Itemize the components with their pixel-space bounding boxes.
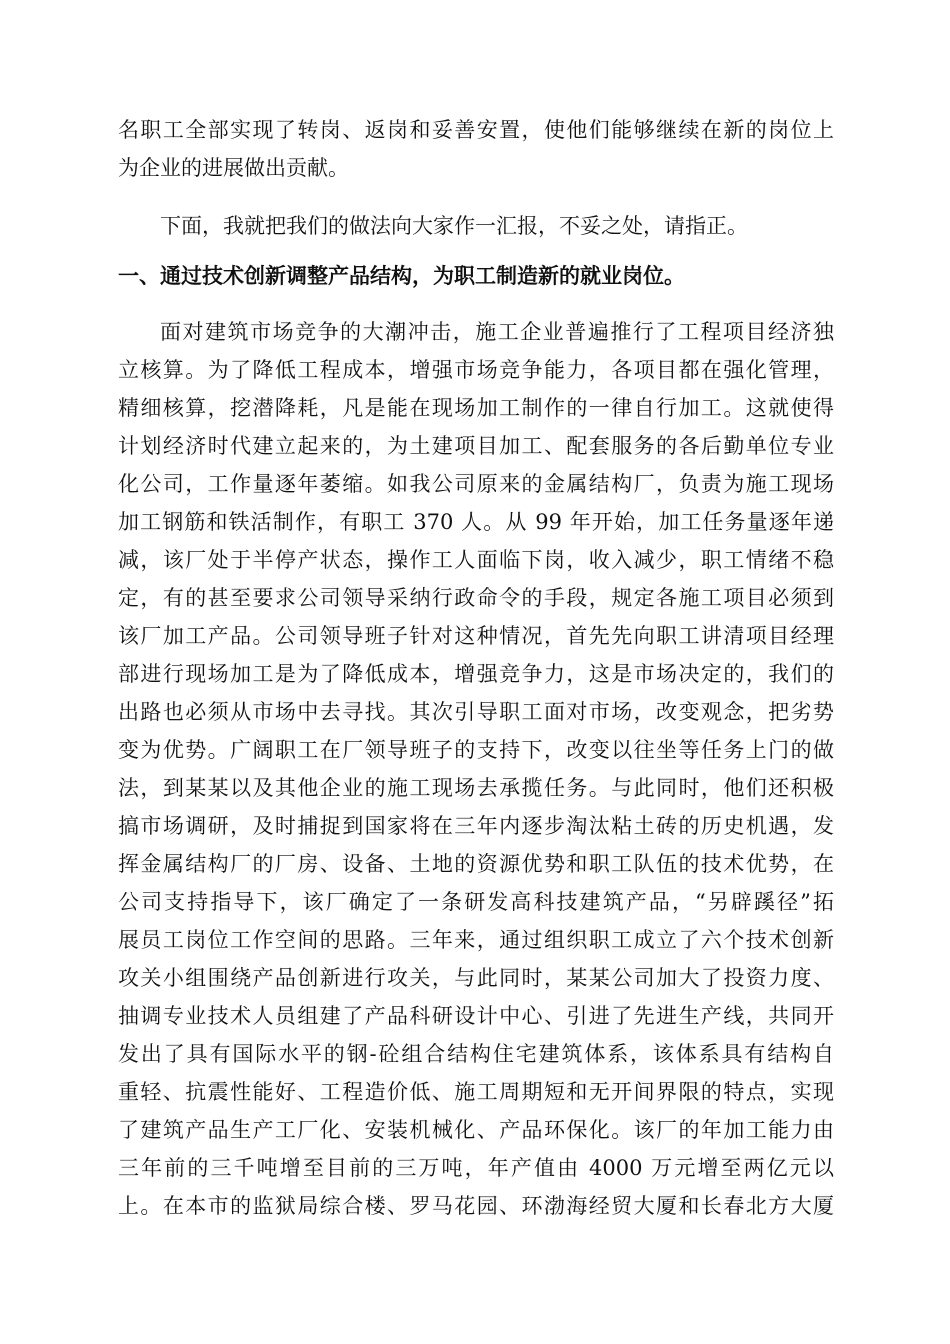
transition-paragraph: 下面，我就把我们的做法向大家作一汇报，不妥之处，请指正。	[160, 214, 748, 238]
body-line: 搞市场调研，及时捕捉到国家将在三年内逐步淘汰粘土砖的历史机遇，发	[118, 814, 834, 838]
intro-line: 为企业的进展做出贡献。	[118, 156, 349, 180]
body-line: 定，有的甚至要求公司领导采纳行政命令的手段，规定各施工项目必须到	[118, 586, 834, 610]
body-line: 发出了具有国际水平的钢-砼组合结构住宅建筑体系，该体系具有结构自	[118, 1042, 834, 1066]
body-line: 了建筑产品生产工厂化、安装机械化、产品环保化。该厂的年加工能力由	[118, 1118, 834, 1142]
section-heading: 一、通过技术创新调整产品结构，为职工制造新的就业岗位。	[118, 264, 685, 288]
body-line: 精细核算，挖潜降耗，凡是能在现场加工制作的一律自行加工。这就使得	[118, 396, 834, 420]
body-line: 该厂加工产品。公司领导班子针对这种情况，首先先向职工讲清项目经理	[118, 624, 834, 648]
body-line: 出路也必须从市场中去寻找。其次引导职工面对市场，改变观念，把劣势	[118, 700, 834, 724]
body-line: 化公司，工作量逐年萎缩。如我公司原来的金属结构厂，负责为施工现场	[118, 472, 834, 496]
body-line: 挥金属结构厂的厂房、设备、土地的资源优势和职工队伍的技术优势，在	[118, 852, 834, 876]
body-line: 立核算。为了降低工程成本，增强市场竞争能力，各项目都在强化管理，	[118, 358, 834, 382]
body-line: 上。在本市的监狱局综合楼、罗马花园、环渤海经贸大厦和长春北方大厦	[118, 1194, 834, 1218]
body-line: 攻关小组围绕产品创新进行攻关，与此同时，某某公司加大了投资力度、	[118, 966, 834, 990]
body-line: 展员工岗位工作空间的思路。三年来，通过组织职工成立了六个技术创新	[118, 928, 834, 952]
body-line: 部进行现场加工是为了降低成本，增强竞争力，这是市场决定的，我们的	[118, 662, 834, 686]
body-line: 减，该厂处于半停产状态，操作工人面临下岗，收入减少，职工情绪不稳	[118, 548, 834, 572]
body-line: 法，到某某以及其他企业的施工现场去承揽任务。与此同时，他们还积极	[118, 776, 834, 800]
intro-line: 名职工全部实现了转岗、返岗和妥善安置，使他们能够继续在新的岗位上	[118, 118, 834, 142]
body-line: 重轻、抗震性能好、工程造价低、施工周期短和无开间界限的特点，实现	[118, 1080, 834, 1104]
body-line: 三年前的三千吨增至目前的三万吨，年产值由 4000 万元增至两亿元以	[118, 1156, 834, 1180]
body-line: 抽调专业技术人员组建了产品科研设计中心、引进了先进生产线，共同开	[118, 1004, 834, 1028]
body-line: 加工钢筋和铁活制作，有职工 370 人。从 99 年开始，加工任务量逐年递	[118, 510, 834, 534]
body-line: 面对建筑市场竞争的大潮冲击，施工企业普遍推行了工程项目经济独	[160, 320, 834, 344]
body-line: 变为优势。广阔职工在厂领导班子的支持下，改变以往坐等任务上门的做	[118, 738, 834, 762]
body-line: 计划经济时代建立起来的，为土建项目加工、配套服务的各后勤单位专业	[118, 434, 834, 458]
body-line: 公司支持指导下，该厂确定了一条研发高科技建筑产品，“另辟蹊径”拓	[118, 890, 834, 914]
